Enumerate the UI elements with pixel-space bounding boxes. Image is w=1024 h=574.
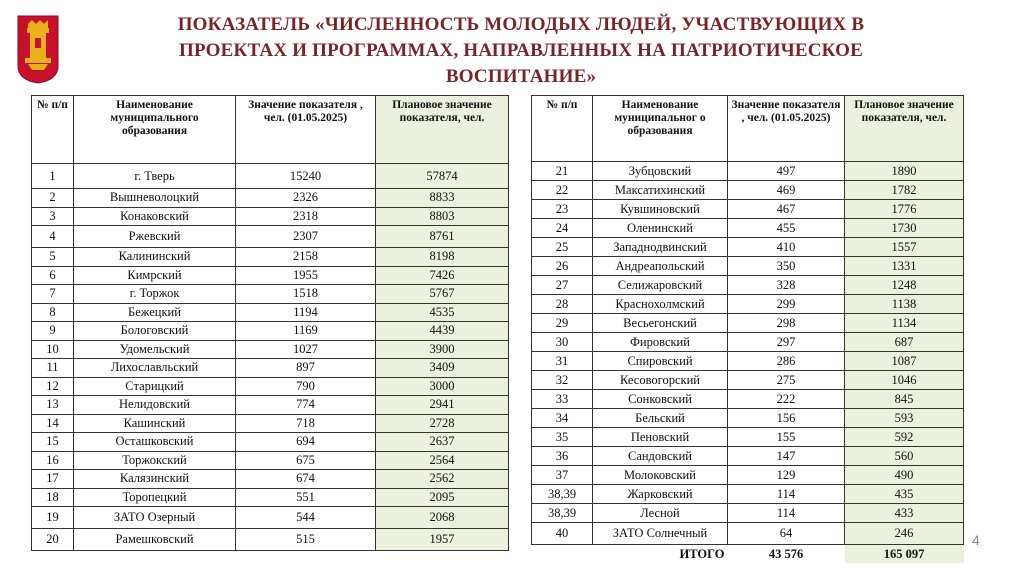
cell-value: 1518 [236, 285, 376, 304]
title-line: ВОСПИТАНИЕ» [445, 66, 597, 87]
cell-municipality: Удомельский [74, 340, 236, 359]
cell-value: 129 [728, 466, 845, 485]
cell-value: 467 [728, 200, 845, 219]
cell-municipality: Кувшиновский [593, 200, 728, 219]
cell-value: 674 [236, 470, 376, 489]
cell-municipality: Пеновский [593, 428, 728, 447]
cell-value: 2326 [236, 189, 376, 208]
cell-municipality: Лихославльский [74, 359, 236, 378]
table-row [32, 226, 509, 248]
coat-of-arms-icon [16, 14, 60, 84]
cell-number: 2 [32, 189, 74, 208]
cell-plan: 4439 [376, 322, 509, 341]
cell-plan: 593 [845, 409, 964, 428]
cell-value: 410 [728, 238, 845, 257]
cell-municipality: Калининский [74, 248, 236, 267]
table-row [32, 529, 509, 551]
cell-value: 15240 [236, 164, 376, 189]
cell-municipality: Спировский [593, 352, 728, 371]
cell-plan: 560 [845, 447, 964, 466]
cell-number: 19 [32, 507, 74, 529]
cell-plan: 1138 [845, 295, 964, 314]
cell-number: 32 [532, 371, 593, 390]
title-line: ПОКАЗАТЕЛЬ «ЧИСЛЕННОСТЬ МОЛОДЫХ ЛЮДЕЙ, УЧАСТВУЮЩИХ В [177, 14, 865, 35]
cell-number: 38,39 [532, 504, 593, 523]
table-row [32, 266, 509, 285]
cell-plan: 1730 [845, 219, 964, 238]
cell-value: 156 [728, 409, 845, 428]
cell-plan: 5767 [376, 285, 509, 304]
cell-number: 36 [532, 447, 593, 466]
cell-value: 297 [728, 333, 845, 352]
table-row [32, 488, 509, 507]
cell-plan: 7426 [376, 266, 509, 285]
cell-plan: 8833 [376, 189, 509, 208]
right-table-body [532, 162, 964, 545]
cell-number: 8 [32, 303, 74, 322]
cell-plan: 2068 [376, 507, 509, 529]
cell-municipality: Кашинский [74, 414, 236, 433]
table-row [532, 466, 964, 485]
cell-number: 40 [532, 523, 593, 545]
cell-number: 11 [32, 359, 74, 378]
cell-value: 515 [236, 529, 376, 551]
cell-number: 1 [32, 164, 74, 189]
cell-value: 1027 [236, 340, 376, 359]
cell-municipality: Бежецкий [74, 303, 236, 322]
cell-number: 34 [532, 409, 593, 428]
cell-number: 12 [32, 377, 74, 396]
cell-plan: 687 [845, 333, 964, 352]
table-row [532, 447, 964, 466]
table-row [32, 470, 509, 489]
cell-plan: 1134 [845, 314, 964, 333]
cell-value: 544 [236, 507, 376, 529]
cell-value: 1169 [236, 322, 376, 341]
table-row [32, 248, 509, 267]
cell-municipality: Рамешковский [74, 529, 236, 551]
cell-number: 3 [32, 207, 74, 226]
cell-municipality: Старицкий [74, 377, 236, 396]
cell-number: 35 [532, 428, 593, 447]
page-number: 4 [972, 532, 980, 548]
cell-municipality: Зубцовский [593, 162, 728, 181]
cell-municipality: Калязинский [74, 470, 236, 489]
cell-municipality: Торжокский [74, 451, 236, 470]
table-row [32, 433, 509, 452]
total-spacer [532, 545, 593, 564]
cell-number: 17 [32, 470, 74, 489]
table-row [32, 451, 509, 470]
cell-value: 328 [728, 276, 845, 295]
cell-plan: 1557 [845, 238, 964, 257]
cell-municipality: Максатихинский [593, 181, 728, 200]
cell-number: 5 [32, 248, 74, 267]
table-row [532, 371, 964, 390]
cell-value: 275 [728, 371, 845, 390]
table-row [32, 377, 509, 396]
cell-value: 455 [728, 219, 845, 238]
table-row [532, 276, 964, 295]
cell-plan: 4535 [376, 303, 509, 322]
cell-value: 298 [728, 314, 845, 333]
cell-value: 2318 [236, 207, 376, 226]
cell-plan: 1087 [845, 352, 964, 371]
cell-number: 13 [32, 396, 74, 415]
cell-plan: 1248 [845, 276, 964, 295]
cell-value: 2158 [236, 248, 376, 267]
table-row [32, 164, 509, 189]
cell-value: 2307 [236, 226, 376, 248]
table-header-row [32, 96, 509, 164]
total-plan: 165 097 [845, 545, 964, 564]
cell-municipality: Вышневолоцкий [74, 189, 236, 208]
header-value: Значение показателя , чел. (01.05.2025) [236, 96, 376, 164]
cell-plan: 2728 [376, 414, 509, 433]
table-row [532, 181, 964, 200]
cell-value: 155 [728, 428, 845, 447]
table-row [32, 359, 509, 378]
page-title [86, 12, 956, 90]
header-plan: Плановое значение показателя, чел. [376, 96, 509, 164]
cell-number: 22 [532, 181, 593, 200]
table-row [532, 314, 964, 333]
cell-municipality: Нелидовский [74, 396, 236, 415]
cell-municipality: Западнодвинский [593, 238, 728, 257]
cell-number: 21 [532, 162, 593, 181]
cell-plan: 490 [845, 466, 964, 485]
table-row [532, 295, 964, 314]
table-row [32, 414, 509, 433]
cell-plan: 3900 [376, 340, 509, 359]
cell-plan: 8803 [376, 207, 509, 226]
cell-plan: 1782 [845, 181, 964, 200]
cell-plan: 8761 [376, 226, 509, 248]
cell-municipality: Кимрский [74, 266, 236, 285]
cell-value: 114 [728, 504, 845, 523]
cell-number: 37 [532, 466, 593, 485]
cell-municipality: Жарковский [593, 485, 728, 504]
cell-plan: 246 [845, 523, 964, 545]
cell-number: 23 [532, 200, 593, 219]
table-row [532, 162, 964, 181]
cell-number: 15 [32, 433, 74, 452]
cell-plan: 1046 [845, 371, 964, 390]
cell-municipality: Кесовогорский [593, 371, 728, 390]
cell-value: 790 [236, 377, 376, 396]
cell-plan: 1957 [376, 529, 509, 551]
cell-municipality: г. Тверь [74, 164, 236, 189]
left-table [31, 95, 509, 551]
cell-number: 25 [532, 238, 593, 257]
table-row [32, 507, 509, 529]
cell-value: 64 [728, 523, 845, 545]
cell-plan: 433 [845, 504, 964, 523]
header-number: № п/п [532, 96, 593, 162]
cell-municipality: ЗАТО Солнечный [593, 523, 728, 545]
table-row [532, 409, 964, 428]
table-row [532, 523, 964, 545]
cell-number: 38,39 [532, 485, 593, 504]
table-row [32, 207, 509, 226]
cell-value: 497 [728, 162, 845, 181]
table-row [32, 189, 509, 208]
total-row [532, 545, 964, 564]
cell-number: 10 [32, 340, 74, 359]
cell-number: 24 [532, 219, 593, 238]
cell-value: 675 [236, 451, 376, 470]
cell-plan: 2941 [376, 396, 509, 415]
cell-municipality: Ржевский [74, 226, 236, 248]
cell-plan: 3409 [376, 359, 509, 378]
header-municipality: Наименование муниципального образования [74, 96, 236, 164]
cell-number: 14 [32, 414, 74, 433]
cell-value: 551 [236, 488, 376, 507]
cell-value: 222 [728, 390, 845, 409]
cell-number: 16 [32, 451, 74, 470]
table-row [532, 485, 964, 504]
table-row [532, 504, 964, 523]
cell-plan: 2637 [376, 433, 509, 452]
table-row [532, 390, 964, 409]
cell-municipality: Бологовский [74, 322, 236, 341]
header-plan: Плановое значение показателя, чел. [845, 96, 964, 162]
cell-plan: 1331 [845, 257, 964, 276]
cell-plan: 8198 [376, 248, 509, 267]
cell-plan: 1890 [845, 162, 964, 181]
cell-plan: 1776 [845, 200, 964, 219]
cell-municipality: Молоковский [593, 466, 728, 485]
table-row [32, 340, 509, 359]
left-table-body [32, 164, 509, 551]
cell-number: 18 [32, 488, 74, 507]
cell-value: 694 [236, 433, 376, 452]
cell-number: 4 [32, 226, 74, 248]
cell-municipality: Сандовский [593, 447, 728, 466]
cell-value: 147 [728, 447, 845, 466]
cell-number: 27 [532, 276, 593, 295]
table-row [532, 333, 964, 352]
table-row [32, 303, 509, 322]
cell-municipality: Лесной [593, 504, 728, 523]
cell-municipality: Фировский [593, 333, 728, 352]
cell-number: 7 [32, 285, 74, 304]
cell-municipality: Конаковский [74, 207, 236, 226]
cell-municipality: г. Торжок [74, 285, 236, 304]
cell-value: 774 [236, 396, 376, 415]
cell-municipality: Селижаровский [593, 276, 728, 295]
total-label: ИТОГО [679, 546, 725, 561]
cell-municipality: Торопецкий [74, 488, 236, 507]
cell-value: 469 [728, 181, 845, 200]
cell-municipality: Сонковский [593, 390, 728, 409]
total-value: 43 576 [768, 546, 804, 561]
table-header-row [532, 96, 964, 162]
cell-value: 1955 [236, 266, 376, 285]
cell-plan: 57874 [376, 164, 509, 189]
title-line: ПРОЕКТАХ И ПРОГРАММАХ, НАПРАВЛЕННЫХ НА ПАТРИОТИЧЕСКОЕ [178, 40, 864, 61]
table-row [532, 238, 964, 257]
table-row [32, 322, 509, 341]
cell-number: 26 [532, 257, 593, 276]
cell-number: 9 [32, 322, 74, 341]
cell-number: 33 [532, 390, 593, 409]
cell-number: 30 [532, 333, 593, 352]
cell-number: 29 [532, 314, 593, 333]
cell-plan: 2095 [376, 488, 509, 507]
cell-number: 6 [32, 266, 74, 285]
header-number: № п/п [32, 96, 74, 164]
right-table [531, 95, 964, 563]
table-row [32, 396, 509, 415]
cell-plan: 3000 [376, 377, 509, 396]
cell-municipality: Краснохолмский [593, 295, 728, 314]
cell-number: 20 [32, 529, 74, 551]
cell-plan: 592 [845, 428, 964, 447]
cell-value: 1194 [236, 303, 376, 322]
table-row [532, 428, 964, 447]
cell-plan: 2564 [376, 451, 509, 470]
cell-plan: 435 [845, 485, 964, 504]
table-row [532, 200, 964, 219]
table-row [32, 285, 509, 304]
cell-value: 718 [236, 414, 376, 433]
cell-municipality: ЗАТО Озерный [74, 507, 236, 529]
cell-municipality: Весьегонский [593, 314, 728, 333]
cell-number: 31 [532, 352, 593, 371]
cell-value: 299 [728, 295, 845, 314]
header-value: Значение показателя , чел. (01.05.2025) [728, 96, 845, 162]
cell-value: 286 [728, 352, 845, 371]
cell-value: 114 [728, 485, 845, 504]
cell-municipality: Бельский [593, 409, 728, 428]
table-row [532, 219, 964, 238]
cell-value: 350 [728, 257, 845, 276]
cell-number: 28 [532, 295, 593, 314]
cell-municipality: Осташковский [74, 433, 236, 452]
cell-municipality: Андреапольский [593, 257, 728, 276]
table-row [532, 352, 964, 371]
cell-plan: 2562 [376, 470, 509, 489]
cell-plan: 845 [845, 390, 964, 409]
cell-municipality: Оленинский [593, 219, 728, 238]
table-row [532, 257, 964, 276]
cell-value: 897 [236, 359, 376, 378]
header-municipality: Наименование муниципальног о образования [593, 96, 728, 162]
